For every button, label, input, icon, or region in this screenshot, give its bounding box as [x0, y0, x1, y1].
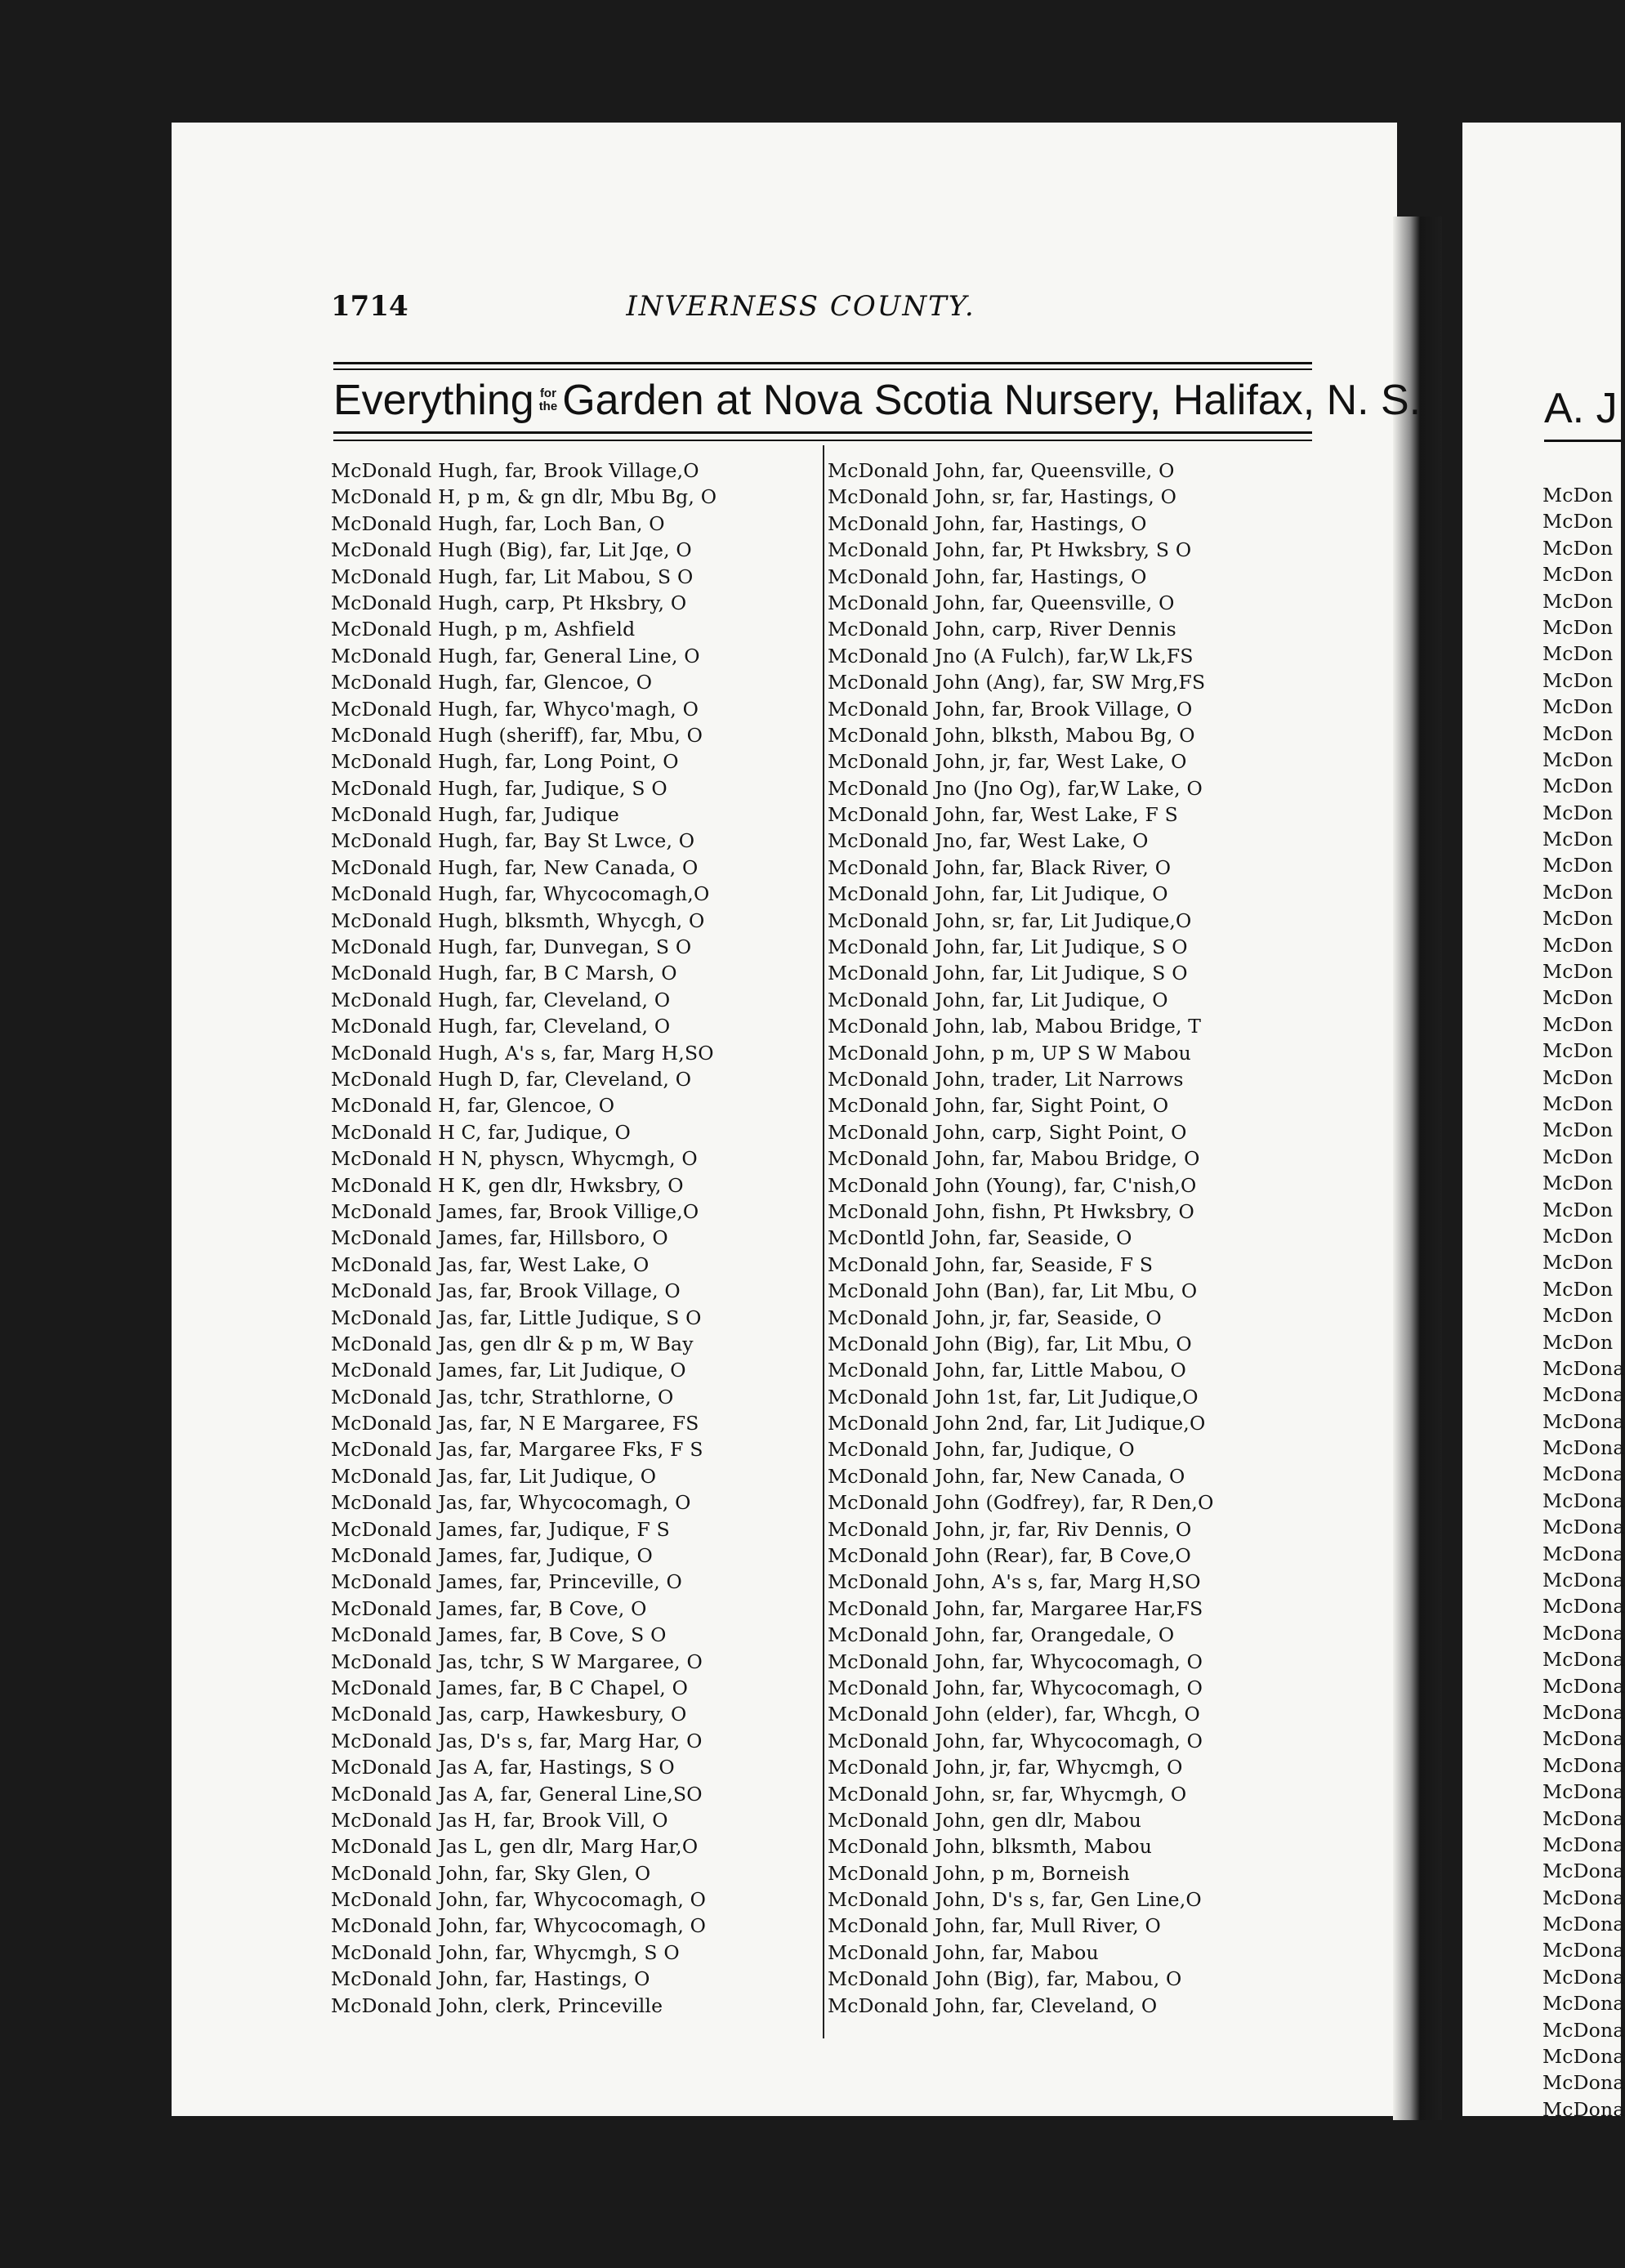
next-page-entry: McDon: [1542, 1224, 1614, 1248]
directory-entry: McDonald H K, gen dlr, Hwksbry, O: [331, 1173, 684, 1197]
banner-rule-bottom: [333, 431, 1312, 434]
directory-entry: McDonald Jas, far, Whycocomagh, O: [331, 1491, 691, 1515]
next-page-entry: McDona: [1542, 1780, 1625, 1804]
directory-entry: McDonald Jas, tchr, S W Margaree, O: [331, 1650, 703, 1673]
directory-entry: McDonald John 1st, far, Lit Judique,O: [828, 1385, 1199, 1409]
next-page-entry: McDon: [1542, 642, 1614, 666]
directory-entry: McDonald John, A's s, far, Marg H,SO: [828, 1570, 1201, 1594]
next-page-header: A. J: [1544, 385, 1618, 432]
directory-entry: McDonald John, far, West Lake, F S: [828, 803, 1178, 827]
next-page-entry: McDon: [1542, 1330, 1614, 1354]
directory-entry: McDonald John, far, Lit Judique, S O: [828, 935, 1188, 959]
directory-entry: McDonald John, far, Lit Judique, S O: [828, 962, 1188, 985]
banner-for-the: [539, 387, 558, 413]
next-page-entry: McDon: [1542, 854, 1614, 877]
directory-entry: McDonald James, far, B Cove, O: [331, 1596, 647, 1620]
directory-entry: McDonald John, far, Whycocomagh, O: [828, 1729, 1203, 1752]
page-number: 1714: [331, 290, 408, 323]
directory-entry: McDonald John, sr, far, Whycmgh, O: [828, 1782, 1187, 1806]
next-page-entry: McDona: [1542, 1569, 1625, 1592]
directory-column-right: [828, 458, 1318, 2019]
directory-entry: McDonald John 2nd, far, Lit Judique,O: [828, 1412, 1206, 1435]
next-page-entry: McDon: [1542, 563, 1614, 587]
directory-entry: McDonald John, far, Seaside, F S: [828, 1252, 1154, 1276]
next-page-entry: McDon: [1542, 1118, 1614, 1142]
directory-entry: McDonald John, sr, far, Lit Judique,O: [828, 909, 1192, 932]
directory-entry: McDonald John (Ang), far, SW Mrg,FS: [828, 671, 1206, 694]
next-page-entry: McDona: [1542, 1886, 1625, 1909]
next-page-entry: McDona: [1542, 1356, 1625, 1380]
directory-entry: McDonald John, gen dlr, Mabou: [828, 1808, 1142, 1832]
directory-entry: McDonald John, far, Whycmgh, S O: [331, 1940, 680, 1964]
next-page-entry: McDon: [1542, 933, 1614, 957]
directory-entry: McDonald John, far, Whycocomagh, O: [331, 1888, 707, 1912]
banner-word: Everything: [333, 377, 534, 424]
next-page-entry: McDona: [1542, 2071, 1625, 2095]
directory-entry: McDonald John, trader, Lit Narrows: [828, 1067, 1184, 1091]
directory-entry: McDonald John, far, Queensville, O: [828, 591, 1175, 614]
next-page-entry: McDona: [1542, 1516, 1625, 1539]
next-page-entry: McDon: [1542, 907, 1614, 931]
directory-entry: McDonald Hugh, far, Whyco'magh, O: [331, 697, 699, 721]
next-page-entry: McDon: [1542, 536, 1614, 560]
directory-entry: McDonald John, sr, far, Hastings, O: [828, 485, 1177, 509]
directory-entry: McDonald John, jr, far, Seaside, O: [828, 1306, 1162, 1329]
directory-entry: McDonald Jas, carp, Hawkesbury, O: [331, 1703, 687, 1726]
directory-entry: McDonald Jno (Jno Og), far,W Lake, O: [828, 776, 1203, 800]
directory-entry: McDonald Hugh, p m, Ashfield: [331, 618, 636, 641]
next-page-entry: McDona: [1542, 1965, 1625, 1989]
directory-entry: McDonald John, far, Black River, O: [828, 855, 1172, 879]
directory-entry: McDonald John (Big), far, Mabou, O: [828, 1967, 1182, 1991]
next-page-entry: McDon: [1542, 801, 1614, 824]
next-page-entry: McDon: [1542, 1039, 1614, 1063]
next-page-entry: McDon: [1542, 775, 1614, 798]
directory-entry: McDonald John, far, Hastings, O: [828, 511, 1147, 535]
directory-entry: McDonald John, far, Lit Judique, O: [828, 882, 1168, 906]
directory-entry: McDonald Jas, far, Margaree Fks, F S: [331, 1438, 703, 1462]
directory-entry: McDonald Jno, far, West Lake, O: [828, 829, 1149, 853]
next-page-entry: McDona: [1542, 1833, 1625, 1856]
next-page-entry: McDon: [1542, 1065, 1614, 1089]
next-page-entry: McDona: [1542, 1700, 1625, 1724]
directory-entry: McDonald Hugh, carp, Pt Hksbry, O: [331, 591, 687, 614]
directory-entry: McDonald John, far, Mabou: [828, 1940, 1099, 1964]
directory-entry: McDonald Hugh, far, Whycocomagh,O: [331, 882, 710, 906]
directory-entry: McDonald John (Godfrey), far, R Den,O: [828, 1491, 1214, 1515]
directory-entry: McDonald H, p m, & gn dlr, Mbu Bg, O: [331, 485, 717, 509]
directory-entry: McDonald Jas, far, N E Margaree, FS: [331, 1412, 699, 1435]
directory-entry: McDonald Hugh, far, Brook Village,O: [331, 459, 699, 482]
directory-entry: McDonald James, far, Princeville, O: [331, 1570, 683, 1594]
directory-entry: McDonald John, far, Brook Village, O: [828, 697, 1193, 721]
directory-entry: McDonald James, far, Brook Villige,O: [331, 1199, 699, 1223]
directory-entry: McDonald Jas A, far, Hastings, S O: [331, 1756, 675, 1779]
directory-entry: McDonald John, far, Sky Glen, O: [331, 1861, 651, 1885]
directory-entry: McDonald Hugh (Big), far, Lit Jqe, O: [331, 538, 692, 562]
directory-entry: McDonald James, far, Lit Judique, O: [331, 1359, 686, 1382]
directory-entry: McDonald Hugh, far, Lit Mabou, S O: [331, 565, 694, 588]
directory-entry: McDonald H, far, Glencoe, O: [331, 1094, 615, 1118]
directory-entry: McDonald John, far, Mull River, O: [828, 1914, 1162, 1938]
directory-entry: McDonald John, far, Orangedale, O: [828, 1623, 1175, 1647]
directory-entry: McDonald John, jr, far, Whycmgh, O: [828, 1756, 1183, 1779]
directory-entry: McDonald Hugh D, far, Cleveland, O: [331, 1067, 692, 1091]
next-page-entry: McDon: [1542, 1172, 1614, 1195]
running-head: INVERNESS COUNTY.: [626, 290, 975, 323]
directory-entry: McDonald John, p m, UP S W Mabou: [828, 1041, 1191, 1065]
directory-entry: McDonald John, far, Mabou Bridge, O: [828, 1147, 1200, 1171]
directory-entry: McDonald H C, far, Judique, O: [331, 1120, 631, 1144]
directory-entry: McDonald John, fishn, Pt Hwksbry, O: [828, 1199, 1194, 1223]
next-page-rule: [1544, 440, 1621, 442]
directory-entry: McDonald Jas L, gen dlr, Marg Har,O: [331, 1835, 699, 1859]
next-page-entry: McDon: [1542, 986, 1614, 1010]
next-page-entry: McDon: [1542, 695, 1614, 719]
banner-rest: Garden at Nova Scotia Nursery, Halifax, N. S.: [562, 377, 1422, 424]
directory-entry: McDonald Hugh, far, Judique: [331, 803, 620, 827]
directory-entry: McDonald John, far, Whycocomagh, O: [828, 1650, 1203, 1673]
directory-entry: McDonald John, carp, River Dennis: [828, 618, 1176, 641]
next-page-column: [1542, 482, 1625, 2123]
next-page-entry: McDona: [1542, 1648, 1625, 1672]
advertisement-banner: [333, 369, 1422, 431]
directory-entry: McDonald John (Young), far, C'nish,O: [828, 1173, 1197, 1197]
directory-entry: McDonald Jas, tchr, Strathlorne, O: [331, 1385, 674, 1409]
next-page-entry: McDon: [1542, 880, 1614, 904]
directory-entry: McDonald John (Rear), far, B Cove,O: [828, 1544, 1191, 1568]
directory-entry: McDonald John, clerk, Princeville: [331, 1993, 663, 2017]
next-page-entry: McDona: [1542, 1595, 1625, 1618]
banner-the: the: [538, 400, 558, 413]
directory-entry: McDonald John, far, Little Mabou, O: [828, 1359, 1186, 1382]
directory-entry: McDonald John, jr, far, West Lake, O: [828, 750, 1187, 774]
directory-entry: McDonald Jas, D's s, far, Marg Har, O: [331, 1729, 703, 1752]
directory-entry: McDonald Jas, gen dlr & p m, W Bay: [331, 1332, 694, 1355]
next-page-entry: McDona: [1542, 1992, 1625, 2016]
directory-entry: McDonald John, blksth, Mabou Bg, O: [828, 723, 1195, 747]
directory-entry: McDonald Hugh, far, Loch Ban, O: [331, 511, 665, 535]
next-page-entry: McDona: [1542, 1674, 1625, 1698]
directory-entry: McDonald John, far, Queensville, O: [828, 459, 1175, 482]
directory-entry: McDonald Hugh (sheriff), far, Mbu, O: [331, 723, 703, 747]
directory-entry: McDonald Hugh, far, B C Marsh, O: [331, 962, 677, 985]
directory-entry: McDonald James, far, B C Chapel, O: [331, 1676, 689, 1699]
directory-entry: McDonald Jas, far, Little Judique, S O: [331, 1306, 702, 1329]
banner-rule-top: [333, 362, 1312, 364]
banner-for: for: [539, 386, 556, 400]
next-page-entry: McDon: [1542, 1198, 1614, 1221]
next-page-entry: McDon: [1542, 1251, 1614, 1275]
next-page-entry: McDona: [1542, 1913, 1625, 1936]
next-page-entry: McDon: [1542, 1145, 1614, 1168]
directory-entry: McDonald Jas, far, Lit Judique, O: [331, 1464, 657, 1488]
directory-entry: McDonald John, far, Whycocomagh, O: [828, 1676, 1203, 1699]
directory-entry: McDonald Hugh, A's s, far, Marg H,SO: [331, 1041, 714, 1065]
directory-entry: McDonald Hugh, far, Long Point, O: [331, 750, 679, 774]
next-page-entry: McDon: [1542, 484, 1614, 507]
banner-rule-bottom-thin: [333, 440, 1312, 441]
next-page-entry: McDon: [1542, 1092, 1614, 1115]
directory-entry: McDonald John, blksmth, Mabou: [828, 1835, 1153, 1859]
directory-entry: McDonald John, far, Lit Judique, O: [828, 988, 1168, 1011]
directory-entry: McDonald John, jr, far, Riv Dennis, O: [828, 1517, 1192, 1541]
next-page-entry: McDona: [1542, 1859, 1625, 1883]
next-page-entry: McDon: [1542, 1277, 1614, 1301]
next-page-entry: McDon: [1542, 510, 1614, 534]
directory-entry: McDonald John, far, Hastings, O: [331, 1967, 650, 1991]
next-page-entry: McDona: [1542, 1939, 1625, 1962]
directory-entry: McDonald Hugh, far, Cleveland, O: [331, 1015, 671, 1038]
directory-entry: McDonald John, far, Judique, O: [828, 1438, 1135, 1462]
directory-entry: McDonald Jas, far, West Lake, O: [331, 1252, 650, 1276]
directory-entry: McDonald Hugh, far, Dunvegan, S O: [331, 935, 692, 959]
directory-entry: McDonald John (Ban), far, Lit Mbu, O: [828, 1279, 1198, 1303]
next-page-entry: McDon: [1542, 721, 1614, 745]
next-page-entry: McDona: [1542, 2018, 1625, 2042]
directory-entry: McDonald Hugh, far, New Canada, O: [331, 855, 699, 879]
next-page-entry: McDon: [1542, 668, 1614, 692]
next-page-entry: McDona: [1542, 1436, 1625, 1460]
next-page-entry: McDon: [1542, 589, 1614, 613]
next-page-entry: McDona: [1542, 1489, 1625, 1512]
next-page-entry: McDon: [1542, 1012, 1614, 1036]
page-gutter: [1393, 217, 1442, 2120]
directory-entry: McDonald John, far, Whycocomagh, O: [331, 1914, 707, 1938]
next-page-entry: McDona: [1542, 1727, 1625, 1751]
directory-entry: McDonald Jas, far, Brook Village, O: [331, 1279, 681, 1303]
directory-entry: McDonald John, far, New Canada, O: [828, 1464, 1185, 1488]
next-page-entry: McDon: [1542, 960, 1614, 984]
next-page-entry: McDona: [1542, 1409, 1625, 1433]
directory-entry: McDonald John, p m, Borneish: [828, 1861, 1130, 1885]
directory-entry: McDonald John, D's s, far, Gen Line,O: [828, 1888, 1202, 1912]
directory-entry: McDonald John, far, Cleveland, O: [828, 1993, 1158, 2017]
directory-column-left: [331, 458, 817, 2019]
next-page-entry: McDona: [1542, 1462, 1625, 1486]
next-page-entry: McDona: [1542, 1806, 1625, 1830]
directory-entry: McDonald John (Big), far, Lit Mbu, O: [828, 1332, 1192, 1355]
directory-entry: McDonald Hugh, far, Judique, S O: [331, 776, 667, 800]
next-page-entry: McDona: [1542, 1621, 1625, 1645]
directory-entry: McDonald Hugh, far, General Line, O: [331, 644, 700, 667]
next-page-entry: McDona: [1542, 1753, 1625, 1777]
directory-entry: McDonald Jas A, far, General Line,SO: [331, 1782, 703, 1806]
directory-entry: McDonald John (elder), far, Whcgh, O: [828, 1703, 1200, 1726]
directory-entry: McDonald John, far, Pt Hwksbry, S O: [828, 538, 1192, 562]
next-page-entry: McDona: [1542, 1542, 1625, 1565]
directory-entry: McDonald Hugh, far, Glencoe, O: [331, 671, 653, 694]
directory-entry: McDontld John, far, Seaside, O: [828, 1226, 1132, 1250]
next-page-entry: McDona: [1542, 2097, 1625, 2121]
directory-entry: McDonald John, far, Margaree Har,FS: [828, 1596, 1203, 1620]
directory-entry: McDonald James, far, Judique, O: [331, 1544, 653, 1568]
directory-entry: McDonald Jno (A Fulch), far,W Lk,FS: [828, 644, 1194, 667]
next-page-entry: McDon: [1542, 1304, 1614, 1328]
next-page-entry: McDona: [1542, 2045, 1625, 2069]
directory-entry: McDonald Jas H, far, Brook Vill, O: [331, 1808, 668, 1832]
directory-entry: McDonald Hugh, blksmth, Whycgh, O: [331, 909, 705, 932]
directory-entry: McDonald John, far, Sight Point, O: [828, 1094, 1169, 1118]
directory-entry: McDonald Hugh, far, Cleveland, O: [331, 988, 671, 1011]
directory-entry: McDonald John, carp, Sight Point, O: [828, 1120, 1187, 1144]
directory-entry: McDonald James, far, Hillsboro, O: [331, 1226, 668, 1250]
column-divider: [823, 445, 824, 2038]
directory-entry: McDonald James, far, Judique, F S: [331, 1517, 670, 1541]
next-page-entry: McDon: [1542, 828, 1614, 851]
next-page-entry: McDona: [1542, 1383, 1625, 1407]
directory-entry: McDonald Hugh, far, Bay St Lwce, O: [331, 829, 695, 853]
next-page-entry: McDon: [1542, 748, 1614, 771]
directory-entry: McDonald James, far, B Cove, S O: [331, 1623, 667, 1647]
directory-entry: McDonald H N, physcn, Whycmgh, O: [331, 1147, 698, 1171]
directory-entry: McDonald John, far, Hastings, O: [828, 565, 1147, 588]
next-page-entry: McDon: [1542, 615, 1614, 639]
directory-entry: McDonald John, lab, Mabou Bridge, T: [828, 1015, 1202, 1038]
